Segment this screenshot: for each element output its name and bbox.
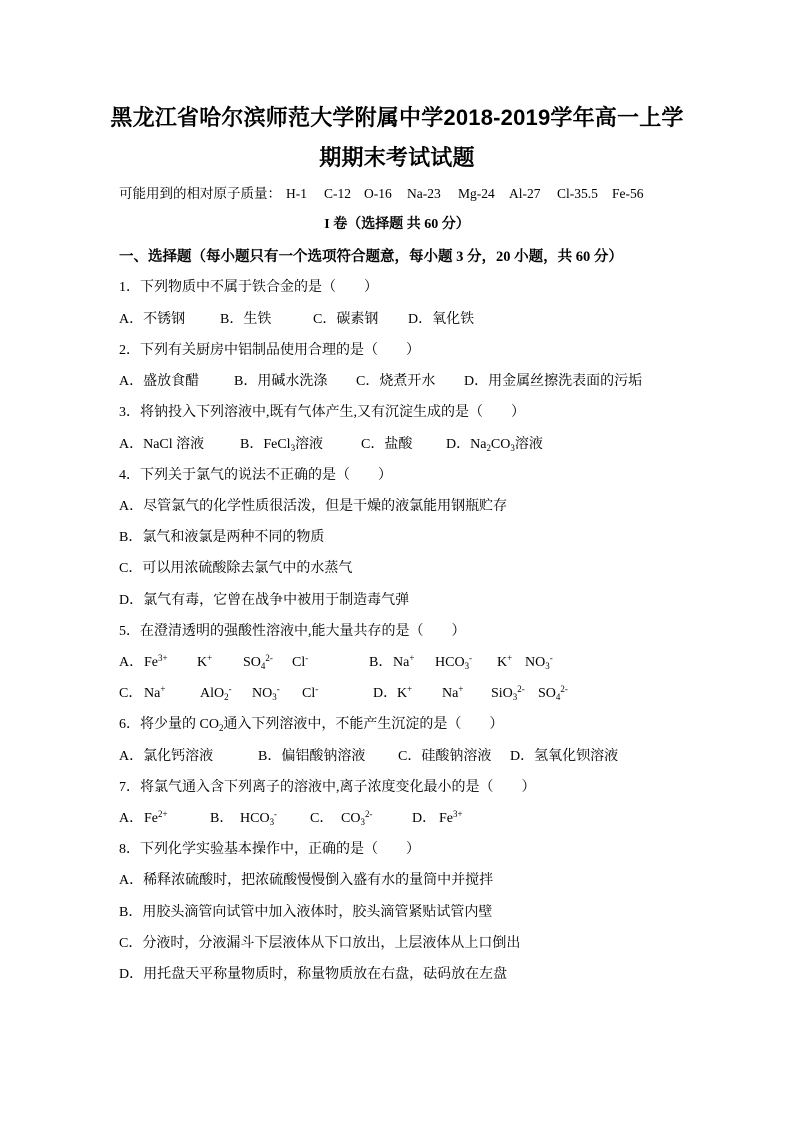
page-title-line-2: 期期末考试试题 [319,145,475,170]
text-run: NO [525,655,546,670]
superscript: 2- [265,653,273,664]
text-run: CO [490,437,511,452]
question-7-option-c-ion [341,809,372,829]
atomic-mass-value: Mg-24 [458,186,495,201]
subscript: 3 [510,442,515,453]
text-run: B．FeCl [240,437,291,452]
question-5-option-c-ion [302,684,318,704]
question-5-option-b-letter: B． [369,655,393,670]
text-run: SiO [491,686,513,701]
text-run: Cl [292,655,306,670]
superscript: 3+ [453,809,463,820]
question-5-option-b-ion [393,653,414,673]
subscript: 3 [512,691,518,702]
superscript: - [469,653,473,664]
question-2-stem: 2．下列有关厨房中铝制品使用合理的是（ ） [119,343,420,358]
atomic-mass-row [0,184,794,204]
question-8-option-b: B．用胶头滴管向试管中加入液体时，胶头滴管紧贴试管内壁 [119,905,493,920]
question-3-options [0,435,794,455]
superscript: 3+ [158,653,168,664]
question-7-option-a-ion [144,809,168,829]
superscript: 2- [517,684,525,695]
superscript: - [305,653,309,664]
question-5-option-a-ion [292,653,308,673]
question-3-option-d [446,435,543,455]
question-5-option-a-ion [243,653,273,673]
question-4-stem: 4．下列关于氯气的说法不正确的是（ ） [119,468,392,483]
atomic-mass-value: Fe-56 [612,186,644,201]
subscript: 3 [269,816,275,827]
part-heading: 一、选择题（每小题只有一个选项符合题意，每小题 3 分，20 小题，共 60 分） [119,249,623,265]
question-3-option-a: A．NaCl 溶液 [119,437,205,452]
question-5-option-b-ion [497,653,512,673]
subscript: 4 [555,691,561,702]
question-2-option-b: B．用碱水洗涤 [234,374,328,389]
question-6-options [0,747,794,767]
text-run: D．Na [446,437,487,452]
question-4-option-a: A．尽管氯气的化学性质很活泼，但是干燥的液氯能用钢瓶贮存 [119,499,508,514]
superscript: - [276,684,280,695]
superscript: + [409,653,415,664]
text-run: SO [243,655,261,670]
question-7-option-a-letter: A． [119,811,144,826]
subscript: 2 [218,722,224,733]
text-run: Fe [144,655,158,670]
superscript: 2- [560,684,568,695]
subscript: 2 [486,442,491,453]
superscript: 2- [364,809,373,820]
text-run: Na [393,655,410,670]
text-run: 溶液 [295,437,324,452]
text-run: Na [144,686,161,701]
question-7-option-b-letter: B． [210,811,234,826]
question-2-option-d: D．用金属丝擦洗表面的污垢 [464,374,643,389]
question-5-option-a-ion [144,653,168,673]
subscript: 3 [545,660,550,671]
subscript: 3 [290,442,296,453]
section-title: I 卷（选择题 共 60 分） [324,217,470,232]
question-5-option-c-ion [200,684,232,704]
page-title-line-1: 黑龙江省哈尔滨师范大学附属中学2018-2019学年高一上学 [110,105,684,130]
question-5-option-b-ion [525,653,553,673]
question-4-option-d: D．氯气有毒，它曾在战争中被用于制造毒气弹 [119,593,410,608]
superscript: - [228,684,232,695]
text-run: CO [341,811,361,826]
text-run: 6．将少量的 CO [119,717,219,732]
superscript: + [507,653,513,664]
question-6-option-c: C．硅酸钠溶液 [398,749,492,764]
question-8-stem: 8．下列化学实验基本操作中，正确的是（ ） [119,842,420,857]
text-run: K [197,655,208,670]
question-5-option-d-ion [397,684,412,704]
question-7-stem: 7．将氯气通入含下列离子的溶液中,离子浓度变化最小的是（ ） [119,780,536,795]
question-5-option-d-ion [538,684,568,704]
question-8-option-d: D．用托盘天平称量物质时，称量物质放在右盘，砝码放在左盘 [119,967,508,982]
text-run: SO [538,686,556,701]
question-5-option-a-ion [197,653,212,673]
subscript: 4 [260,660,266,671]
atomic-mass-value: Na-23 [407,186,441,201]
text-run: NO [252,686,273,701]
question-5-option-c-ion [252,684,280,704]
text-run: Cl [302,686,316,701]
text-run: AlO [200,686,225,701]
question-6-option-d: D．氢氧化钡溶液 [510,749,619,764]
text-run: K [397,686,408,701]
atomic-mass-value: Cl-35.5 [557,186,598,201]
question-1-option-a: A．不锈钢 [119,312,186,327]
atomic-mass-value: C-12 [324,186,351,201]
superscript: + [160,684,166,695]
question-6-stem [0,715,794,735]
question-1-option-c: C．碳素钢 [313,312,379,327]
question-7-option-c-letter: C． [310,811,334,826]
question-1-option-d: D．氧化铁 [408,312,475,327]
question-5-options-row-1 [0,653,794,673]
atomic-mass-value: H-1 [286,186,307,201]
question-5-option-d-letter: D． [373,686,398,701]
question-3-option-c: C．盐酸 [361,437,413,452]
text-run: Na [442,686,459,701]
subscript: 3 [360,816,365,827]
superscript: 2+ [158,809,168,820]
question-5-option-b-ion [435,653,472,673]
subscript: 2 [224,691,229,702]
question-3-option-b [240,435,323,455]
question-2-option-c: C．烧煮开水 [356,374,436,389]
question-4-option-b: B．氯气和液氯是两种不同的物质 [119,530,325,545]
question-1-options [0,310,794,330]
question-8-option-c: C．分液时，分液漏斗下层液体从下口放出，上层液体从上口倒出 [119,936,521,951]
superscript: - [315,684,319,695]
text-run: 溶液 [514,437,543,452]
question-5-option-d-ion [491,684,525,704]
question-5-option-a-letter: A． [119,655,144,670]
question-4-option-c: C．可以用浓硫酸除去氯气中的水蒸气 [119,561,353,576]
superscript: - [549,653,553,664]
text-run: Fe [144,811,158,826]
text-run: HCO [240,811,270,826]
text-run: 通入下列溶液中，不能产生沉淀的是（ ） [223,717,504,732]
question-8-option-a: A．稀释浓硫酸时，把浓硫酸慢慢倒入盛有水的量筒中并搅拌 [119,873,494,888]
question-5-option-c-ion [144,684,165,704]
atomic-mass-value: O-16 [364,186,392,201]
text-run: Fe [439,811,453,826]
question-7-options [0,809,794,829]
question-6-option-a: A．氯化钙溶液 [119,749,214,764]
question-3-stem: 3．将钠投入下列溶液中,既有气体产生,又有沉淀生成的是（ ） [119,405,525,420]
question-7-option-d-letter: D． [412,811,437,826]
question-2-option-a: A．盛放食醋 [119,374,200,389]
superscript: - [274,809,278,820]
text-run: HCO [435,655,465,670]
superscript: + [407,684,413,695]
question-1-option-b: B．生铁 [220,312,272,327]
atomic-mass-label: 可能用到的相对原子质量： [119,186,281,201]
text-run: K [497,655,508,670]
subscript: 3 [272,691,277,702]
question-5-option-d-ion [442,684,463,704]
subscript: 3 [464,660,470,671]
question-7-option-b-ion [240,809,277,829]
superscript: + [207,653,213,664]
superscript: + [458,684,464,695]
question-1-stem: 1．下列物质中不属于铁合金的是（ ） [119,280,378,295]
question-5-options-row-2 [0,684,794,704]
question-2-options [0,372,794,392]
question-7-option-d-ion [439,809,463,829]
question-5-option-c-letter: C． [119,686,143,701]
question-6-option-b: B．偏铝酸钠溶液 [258,749,366,764]
question-5-stem: 5．在澄清透明的强酸性溶液中,能大量共存的是（ ） [119,624,466,639]
atomic-mass-value: Al-27 [509,186,541,201]
